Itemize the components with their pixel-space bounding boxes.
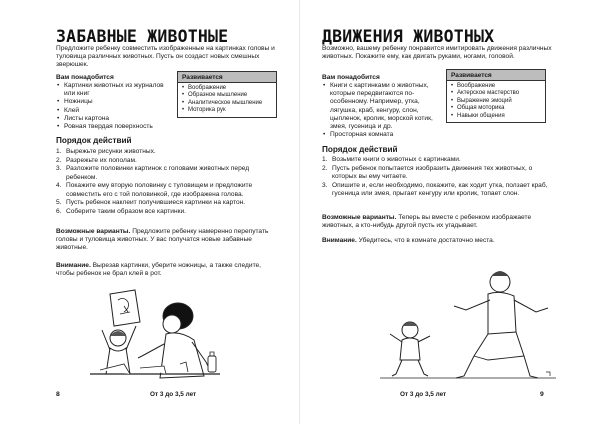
step-text: Разрежьте их пополам. [66, 156, 137, 164]
develops-list [447, 81, 545, 122]
step-text: Соберите таким образом все картинки. [66, 207, 187, 215]
develops-box [177, 71, 277, 118]
variants-paragraph [322, 214, 554, 230]
step-text: Пусть ребенок попытается изобразить движения тех животных, о которых вы ему читаете. [332, 164, 533, 180]
list-item: • Выражение эмоций [451, 98, 542, 105]
father-child-illustration [370, 260, 560, 385]
page-title: ДВИЖЕНИЯ ЖИВОТНЫХ [322, 27, 495, 46]
step-item [56, 182, 278, 198]
develops-heading: Развивается [178, 72, 276, 83]
step-text: Вырежьте рисунки животных. [66, 148, 156, 155]
list-item: • Образное мышление [182, 92, 273, 99]
list-item: • Картинки животных из журналов или книг [56, 82, 172, 98]
step-item [56, 148, 278, 156]
attention-label: Внимание. [56, 262, 91, 269]
variants-label: Возможные варианты. [322, 214, 397, 221]
list-item: • Моторика рук [182, 107, 273, 114]
list-item: • Аналитическое мышление [182, 100, 273, 107]
order-heading: Порядок действий [322, 145, 398, 154]
step-number: 4. [56, 182, 62, 190]
variants-text: Теперь вы вместе с ребенком изображаете животных, а кто-нибудь другой пусть их угадывает. [322, 214, 532, 230]
page-footer: От 3 до 3,5 лет [150, 391, 197, 398]
order-heading: Порядок действий [56, 136, 132, 145]
page-footer: От 3 до 3,5 лет [400, 391, 447, 398]
list-item: • Листы картона [56, 115, 172, 123]
materials-heading: Вам понадобится [56, 74, 114, 81]
right-page [300, 0, 600, 424]
steps-list [56, 148, 278, 217]
list-item: • Клей [56, 107, 172, 115]
steps-list [322, 156, 554, 199]
list-item: • Ровная твердая поверхность [56, 123, 172, 131]
step-number: 2. [56, 156, 62, 164]
page-number: 8 [56, 391, 60, 398]
step-number: 3. [56, 165, 62, 173]
intro-text: Возможно, вашему ребенку понравится имитировать движения различных животных. Покажите ему, как двигать руками, ногами, головой. [322, 45, 552, 61]
intro-text: Предложите ребенку совместить изображенные на картинках головы и туловища различных животных. Пусть он создаст новых смешных зверюшек. [56, 45, 275, 69]
materials-heading: Вам понадобится [322, 74, 380, 81]
attention-label: Внимание. [322, 237, 357, 244]
step-text: Покажите ему вторую половинку с туловищем и предложите совместить его с той половинкой, где изображена голова. [66, 182, 253, 198]
step-item [56, 165, 278, 181]
list-item: • Актерское мастерство [451, 90, 542, 97]
step-number: 3. [322, 181, 328, 189]
step-text: Разложите половинки картинок с головами животных перед ребенком. [66, 165, 250, 181]
step-number: 6. [56, 207, 62, 215]
page-title: ЗАБАВНЫЕ ЖИВОТНЫЕ [56, 27, 229, 46]
step-text: Опишите и, если необходимо, покажите, как ходит утка, ползает краб, гусеница или змея, прыгает кенгуру или кролик, топает слон. [332, 181, 548, 197]
attention-paragraph [56, 262, 278, 278]
step-item [56, 199, 278, 207]
develops-heading: Развивается [447, 70, 545, 81]
list-item: • Общая моторика [451, 105, 542, 112]
step-number: 2. [322, 164, 328, 172]
step-number: 1. [56, 148, 62, 155]
variants-text: Предложите ребенку намеренно перепутать головы и туловища животных. У вас получатся новые забавные животные. [56, 228, 269, 252]
variants-label: Возможные варианты. [56, 228, 131, 235]
step-text: Возьмите книги о животных с картинками. [332, 156, 461, 163]
materials-section [322, 74, 440, 139]
develops-box [446, 69, 546, 123]
step-item [56, 157, 278, 165]
list-item: • Книги с картинками о животных, которые передвигаются по-особенному. Например, утка, лягушка, краб, кенгуру, слон, цыпленок, кролик, морской котик, змея, гусеница и др. [322, 82, 440, 131]
develops-list [178, 83, 276, 117]
attention-text: Убедитесь, что в комнате достаточно места. [356, 237, 495, 244]
step-number: 5. [56, 199, 62, 207]
list-item: • Навыки общения [451, 113, 542, 120]
step-item [322, 165, 554, 181]
step-number: 1. [322, 156, 328, 163]
attention-text: Вырезав картинки, уберите ножницы, а также следите, чтобы ребенок не брал клей в рот. [56, 262, 262, 278]
variants-paragraph [56, 228, 278, 253]
materials-list [322, 82, 440, 139]
materials-section [56, 74, 172, 131]
step-item [322, 182, 554, 198]
step-item [322, 156, 554, 164]
list-item: • Воображение [451, 83, 542, 90]
mother-child-illustration [80, 286, 230, 386]
list-item: • Просторная комната [322, 131, 440, 139]
page-number: 9 [540, 391, 544, 398]
step-text: Пусть ребенок наклеит получившиеся картинки на картон. [66, 199, 246, 207]
list-item: • Ножницы [56, 98, 172, 106]
step-item [56, 208, 278, 216]
materials-list [56, 82, 172, 131]
attention-paragraph [322, 237, 554, 245]
list-item: • Воображение [182, 85, 273, 92]
